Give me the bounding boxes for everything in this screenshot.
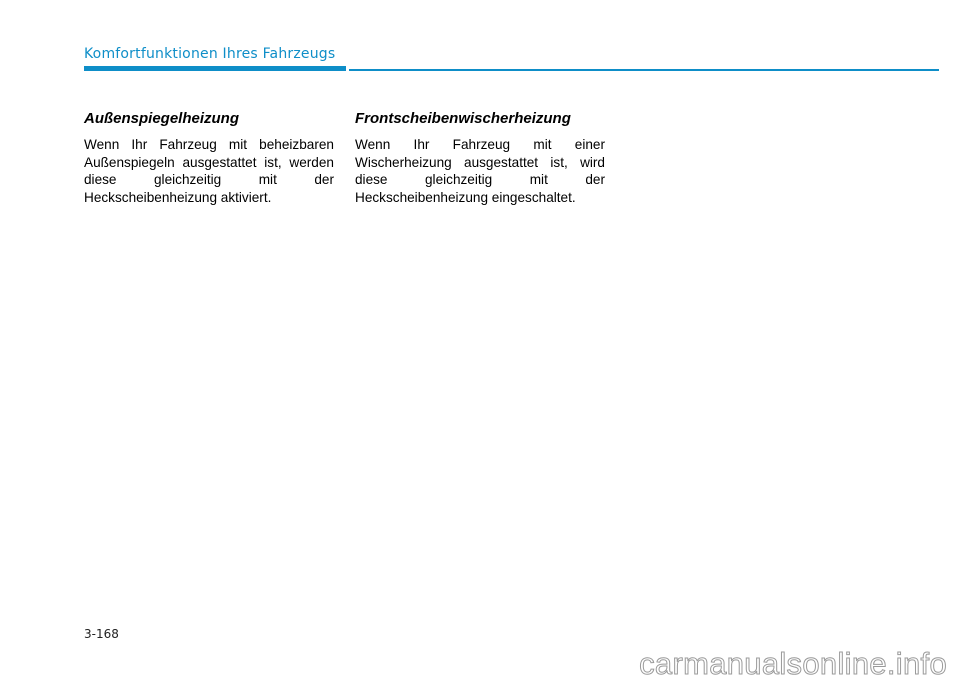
heading-mirror-heating: Außenspiegelheizung — [84, 110, 240, 127]
header-rule-line — [349, 69, 939, 71]
content-column-left — [84, 109, 334, 206]
paragraph-wiper-heating: Wenn Ihr Fahrzeug mit einer Wischerheizung ausgestattet ist, wird diese gleichzeitig mit der Heckscheibenheizung eingeschaltet. — [355, 137, 605, 205]
page-number: 3-168 — [84, 627, 119, 641]
paragraph-mirror-heating: Wenn Ihr Fahrzeug mit beheizbaren Außenspiegeln ausgestattet ist, werden diese gleichzeitig mit der Heckscheibenheizung aktiviert. — [84, 137, 334, 205]
header-rule-accent — [84, 66, 346, 71]
watermark-text: carmanualsonline.info — [639, 646, 947, 681]
heading-wiper-heating: Frontscheibenwischerheizung — [355, 110, 571, 127]
section-title: Komfortfunktionen Ihres Fahrzeugs — [84, 46, 336, 62]
content-column-right — [355, 109, 605, 206]
